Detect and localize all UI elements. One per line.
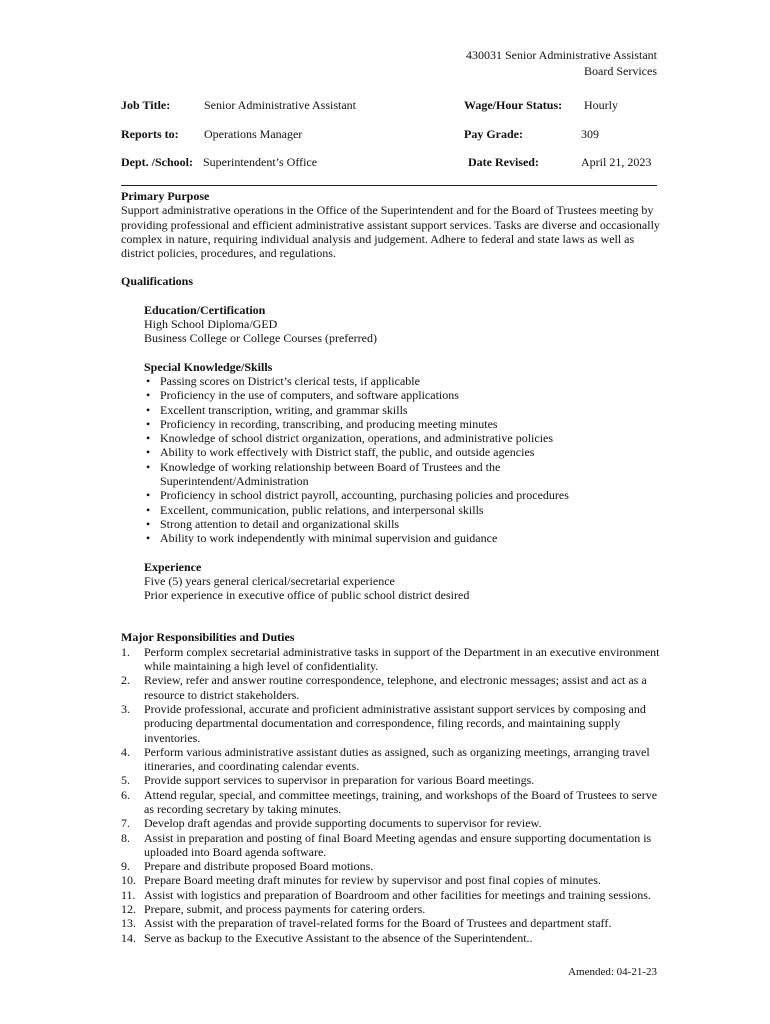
document-header: [466, 48, 657, 79]
experience-block: [144, 560, 661, 603]
duty-text: Prepare, submit, and process payments for catering orders.: [144, 902, 426, 917]
skills-heading: Special Knowledge/Skills: [144, 359, 273, 374]
duties-list: [121, 645, 661, 945]
duty-item: [121, 673, 661, 702]
duty-text: Perform various administrative assistant duties as assigned, such as organizing meetings, arranging travel itineraries, and coordinating calendar events.: [144, 744, 650, 774]
skill-item: • Proficiency in school district payroll, accounting, purchasing policies and procedures: [144, 488, 661, 502]
job-title-label: Job Title:: [121, 98, 171, 112]
duty-item: [121, 902, 661, 916]
skill-item: • Ability to work effectively with District staff, the public, and outside agencies: [144, 445, 661, 459]
duty-item: [121, 645, 661, 674]
primary-purpose-heading: Primary Purpose: [121, 189, 210, 203]
skill-item: • Knowledge of school district organization, operations, and administrative policies: [144, 431, 661, 445]
duty-text: Prepare Board meeting draft minutes for review by supervisor and post final copies of minutes.: [144, 873, 601, 888]
skill-item: • Passing scores on District’s clerical tests, if applicable: [144, 374, 661, 388]
header-divider: [121, 185, 657, 186]
duty-item: [121, 788, 661, 817]
duty-number: 4.: [121, 744, 130, 759]
pay-grade-value: 309: [581, 127, 599, 141]
duty-number: 10.: [121, 873, 136, 888]
duty-number: 12.: [121, 902, 136, 917]
job-title-value: Senior Administrative Assistant: [204, 98, 356, 112]
meta-row-dept: [0, 155, 770, 171]
duty-text: Assist with the preparation of travel-related forms for the Board of Trustees and department staff.: [144, 916, 612, 931]
skills-heading-block: [144, 360, 661, 374]
duty-text: Develop draft agendas and provide supporting documents to supervisor for review.: [144, 816, 542, 831]
meta-row-job-title: [0, 98, 770, 114]
skill-item: • Knowledge of working relationship between Board of Trustees and the Superintendent/Administration: [144, 460, 661, 489]
duty-text: Provide professional, accurate and proficient administrative assistant support services by composing and producing departmental documentation and correspondence, filing records, and maintaining supply inventories.: [144, 701, 646, 745]
duty-number: 14.: [121, 930, 136, 945]
duty-number: 5.: [121, 773, 130, 788]
skill-item: • Proficiency in the use of computers, and software applications: [144, 388, 661, 402]
duty-text: Provide support services to supervisor in preparation for various Board meetings.: [144, 773, 535, 788]
duty-text: Review, refer and answer routine correspondence, telephone, and electronic messages; assist and act as a resource to district stakeholders.: [144, 673, 647, 702]
duty-number: 2.: [121, 673, 130, 688]
duty-text: Perform complex secretarial administrative tasks in support of the Department in an executive environment while maintaining a high level of confidentiality.: [144, 644, 660, 674]
duty-item: [121, 816, 661, 830]
education-item: Business College or College Courses (preferred): [144, 331, 377, 346]
duty-item: [121, 916, 661, 930]
education-item: High School Diploma/GED: [144, 317, 278, 332]
experience-item: Prior experience in executive office of public school district desired: [144, 588, 470, 603]
duty-number: 11.: [121, 887, 136, 902]
experience-item: Five (5) years general clerical/secretarial experience: [144, 573, 395, 588]
duties-section: [121, 630, 661, 945]
qualifications-heading: Qualifications: [121, 274, 194, 289]
duty-text: Prepare and distribute proposed Board motions.: [144, 859, 374, 874]
experience-heading: Experience: [144, 559, 202, 574]
duties-heading: Major Responsibilities and Duties: [121, 630, 295, 645]
duty-text: Assist with logistics and preparation of Boardroom and other facilities for meetings and training sessions.: [144, 887, 651, 902]
skill-item: • Proficiency in recording, transcribing, and producing meeting minutes: [144, 417, 661, 431]
duty-item: [121, 873, 661, 887]
duty-text: Assist in preparation and posting of final Board Meeting agendas and ensure supporting documentation is uploaded into Board agenda software.: [144, 830, 652, 859]
duty-number: 7.: [121, 816, 130, 831]
education-heading: Education/Certification: [144, 302, 266, 317]
pay-grade-label: Pay Grade:: [464, 127, 523, 141]
date-revised-label: Date Revised:: [468, 155, 539, 169]
duty-text: Attend regular, special, and committee meetings, training, and workshops of the Board of Trustees to serve as recording secretary by taking minutes.: [144, 787, 658, 816]
document-body: [121, 189, 661, 945]
amended-date: Amended: 04-21-23: [568, 966, 657, 978]
primary-purpose-section: [121, 189, 661, 260]
skill-item: • Excellent transcription, writing, and grammar skills: [144, 403, 661, 417]
meta-row-reports-to: [0, 127, 770, 143]
header-position-code: 430031 Senior Administrative Assistant: [466, 48, 657, 62]
duty-number: 1.: [121, 644, 130, 659]
duty-item: [121, 773, 661, 787]
skill-item: • Excellent, communication, public relations, and interpersonal skills: [144, 503, 661, 517]
education-block: [144, 303, 661, 346]
duty-number: 6.: [121, 787, 130, 802]
duty-item: [121, 859, 661, 873]
skill-item: • Strong attention to detail and organizational skills: [144, 517, 661, 531]
duty-item: [121, 745, 661, 774]
skill-item: • Ability to work independently with minimal supervision and guidance: [144, 531, 661, 545]
skills-list: [121, 374, 661, 546]
duty-number: 13.: [121, 916, 136, 931]
primary-purpose-text: Support administrative operations in the Office of the Superintendent and for the Board of Trustees meeting by providing professional and efficient administrative assistant support services. Tasks are diverse and occasionally complex in nature, requiring individual analysis and judgement. Adhere to federal and state laws as well as district policies, procedures, and regulations.: [121, 203, 660, 261]
dept-value: Superintendent’s Office: [203, 155, 318, 169]
header-department: Board Services: [584, 63, 657, 78]
duty-text: Serve as backup to the Executive Assistant to the absence of the Superintendent..: [144, 930, 533, 945]
duty-number: 9.: [121, 859, 130, 874]
duty-item: [121, 931, 661, 945]
duty-item: [121, 702, 661, 745]
duty-number: 3.: [121, 701, 130, 716]
duty-item: [121, 888, 661, 902]
date-revised-value: April 21, 2023: [581, 155, 652, 169]
wage-status-label: Wage/Hour Status:: [464, 98, 563, 112]
dept-label: Dept. /School:: [121, 155, 193, 169]
duty-number: 8.: [121, 830, 130, 845]
wage-status-value: Hourly: [584, 98, 618, 112]
qualifications-section: [121, 274, 661, 602]
reports-to-value: Operations Manager: [204, 127, 303, 141]
reports-to-label: Reports to:: [121, 127, 179, 141]
duty-item: [121, 831, 661, 860]
